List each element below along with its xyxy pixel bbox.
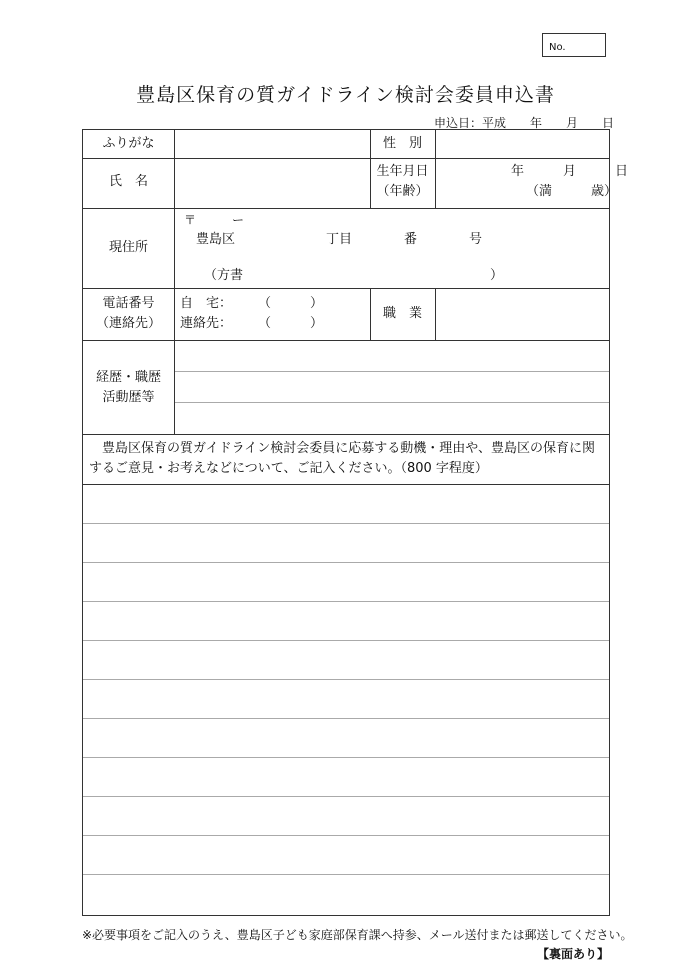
furigana-input[interactable] [175, 131, 369, 157]
age-value: （満 歳） [526, 184, 618, 199]
gender-input[interactable] [436, 131, 608, 157]
furigana-label: ふりがな [102, 136, 155, 151]
address-label: 現住所 [108, 240, 148, 255]
phone-home: 自 宅： （ ） [180, 296, 324, 311]
career-input[interactable] [175, 341, 609, 433]
name-label: 氏 名 [108, 174, 148, 189]
address-input[interactable] [175, 209, 609, 287]
back-side-note: 【裏面あり】 [537, 947, 610, 961]
birth-label: 生年月日 [376, 164, 429, 179]
essay-instruction-1: 豊島区保育の質ガイドライン検討会委員に応募する動機・理由や、豊島区の保育に関 [89, 441, 595, 456]
postal-code: 〒 ー [184, 213, 245, 227]
page-title: 豊島区保育の質ガイドライン検討会委員申込書 [136, 84, 555, 106]
phone-label: 電話番号 [102, 296, 155, 311]
essay-input[interactable] [83, 485, 609, 915]
age-label: （年齢） [376, 184, 429, 199]
submission-notice: ※必要事項をご記入のうえ、豊島区子ども家庭部保育課へ持参、メール送付または郵送してください。 [82, 928, 633, 942]
career-label: 経歴・職歴 [95, 370, 161, 385]
phone-label-sub: （連絡先） [95, 316, 161, 331]
essay-instruction-2: するご意見・お考えなどについて、ご記入ください。（800 字程度） [89, 461, 488, 476]
phone-contact: 連絡先： （ ） [180, 316, 324, 331]
address-line: 豊島区 丁目 番 号 [196, 232, 483, 247]
form-number-box[interactable] [542, 33, 606, 57]
birth-date-value: 年 月 日 [511, 164, 629, 179]
job-input[interactable] [436, 289, 608, 339]
gender-label: 性 別 [382, 136, 422, 151]
form-number-label: No. [549, 42, 566, 53]
care-of-line: （方書 ） [204, 268, 504, 283]
row-divider [83, 434, 609, 435]
name-input[interactable] [175, 159, 369, 207]
application-date: 申込日：平成 年 月 日 [434, 116, 615, 130]
career-label-sub: 活動歴等 [102, 390, 155, 405]
application-form [82, 129, 629, 916]
job-label: 職 業 [382, 306, 422, 321]
